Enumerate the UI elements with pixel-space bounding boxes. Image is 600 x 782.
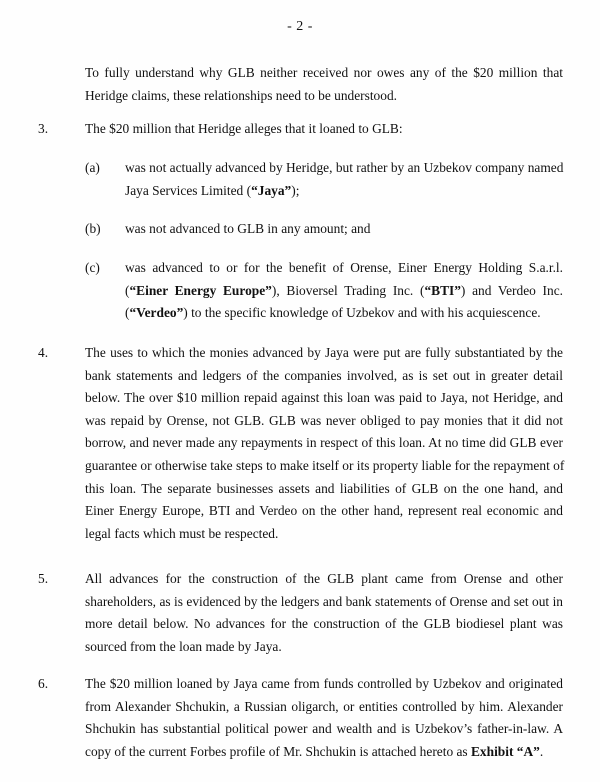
item-c-line-2-d: ) and Verdeo Inc. xyxy=(460,282,563,298)
paragraph-4-line: Einer Energy Europe, BTI and Verdeo on the other hand, represent real economic and xyxy=(85,503,563,519)
paragraph-4-line: this loan. The separate businesses assets and liabilities of GLB on the one hand, and xyxy=(85,480,563,496)
paragraph-4-line: was repaid by Orense, not GLB. GLB was never obliged to pay monies that it did not xyxy=(85,412,563,428)
item-c-line-2-a: ( xyxy=(125,282,130,298)
intro-paragraph xyxy=(85,62,563,107)
paragraph-4-line: The uses to which the monies advanced by Jaya were put are fully substantiated by the xyxy=(85,345,563,360)
paragraph-5-line: more detail below. No advances for the construction of the GLB biodiesel plant was xyxy=(85,616,563,632)
paragraph-4-line: bank statements and ledgers of the companies involved, as is set out in greater detail xyxy=(85,367,563,383)
defined-term-einer-energy-europe: “Einer Energy Europe” xyxy=(129,282,272,298)
item-c-line-2-c: ), Bioversel Trading Inc. ( xyxy=(271,282,425,298)
paragraph-4-number: 4. xyxy=(38,345,49,360)
item-b-line: was not advanced to GLB in any amount; and xyxy=(125,221,371,236)
intro-line-1: To fully understand why GLB neither received nor owes any of the $20 million that xyxy=(85,65,563,80)
item-c-label: (c) xyxy=(85,260,100,275)
defined-term-jaya: “Jaya” xyxy=(251,182,292,198)
item-c-line-3-c: ) to the specific knowledge of Uzbekov and with his acquiescence. xyxy=(183,305,541,321)
item-b-text xyxy=(125,218,563,241)
item-a-line-2 xyxy=(125,180,563,203)
item-a-label: (a) xyxy=(85,160,100,175)
paragraph-6-line: from Alexander Shchukin, a Russian oligarch, or entities controlled by him. Alexander xyxy=(85,698,563,714)
paragraph-4-line: borrow, and never made any repayments in respect of this loan. At no time did GLB ever xyxy=(85,435,563,451)
paragraph-5-line: All advances for the construction of the GLB plant came from Orense and other xyxy=(85,571,563,586)
item-a-line-2-pre: Jaya Services Limited ( xyxy=(125,182,252,198)
item-c-line-2 xyxy=(125,280,563,303)
paragraph-3-line: The $20 million that Heridge alleges that it loaned to GLB: xyxy=(85,121,403,136)
defined-term-verdeo: “Verdeo” xyxy=(129,305,184,321)
defined-term-bti: “BTI” xyxy=(424,282,461,298)
paragraph-6-line: Shchukin has substantial political power and wealth and is Uzbekov’s father-in-law. A xyxy=(85,721,563,737)
item-c-line-3 xyxy=(125,302,563,325)
paragraph-6-line xyxy=(85,741,563,764)
paragraph-6-last-post: . xyxy=(539,743,544,759)
paragraph-5-number: 5. xyxy=(38,571,49,586)
item-c-line-1: was advanced to or for the benefit of Orense, Einer Energy Holding S.a.r.l. xyxy=(125,260,563,275)
item-c-line-3-a: ( xyxy=(125,305,130,321)
paragraph-6-last-pre: copy of the current Forbes profile of Mr. Shchukin is attached hereto as xyxy=(85,743,471,759)
item-b-label: (b) xyxy=(85,221,101,236)
paragraph-5-line: sourced from the loan made by Jaya. xyxy=(85,638,282,654)
paragraph-3-number: 3. xyxy=(38,121,49,136)
item-c-text xyxy=(125,257,563,325)
paragraph-6-text xyxy=(85,673,563,763)
paragraph-4-line: below. The over $10 million repaid against this loan was paid to Jaya, not Heridge, and xyxy=(85,390,563,406)
item-a-line-1: was not actually advanced by Heridge, but rather by an Uzbekov company named xyxy=(125,160,564,175)
paragraph-6-line: The $20 million loaned by Jaya came from funds controlled by Uzbekov and originated xyxy=(85,676,563,691)
paragraph-6-number: 6. xyxy=(38,676,49,691)
exhibit-reference: Exhibit “A” xyxy=(471,743,540,759)
page-number: - 2 - xyxy=(287,19,313,34)
intro-line-2: Heridge claims, these relationships need to be understood. xyxy=(85,87,397,103)
item-a-text xyxy=(125,157,563,202)
paragraph-5-text xyxy=(85,568,563,658)
paragraph-5-line: shareholders, as is evidenced by the ledgers and bank statements of Orense and set out in xyxy=(85,593,563,609)
item-a-line-2-post: ); xyxy=(291,182,300,198)
paragraph-4-text xyxy=(85,342,563,545)
paragraph-4-line: guarantee or otherwise take steps to make itself or its property liable for the repayment of xyxy=(85,457,565,473)
paragraph-4-line: legal facts which must be respected. xyxy=(85,525,279,541)
paragraph-3-text xyxy=(85,118,563,141)
